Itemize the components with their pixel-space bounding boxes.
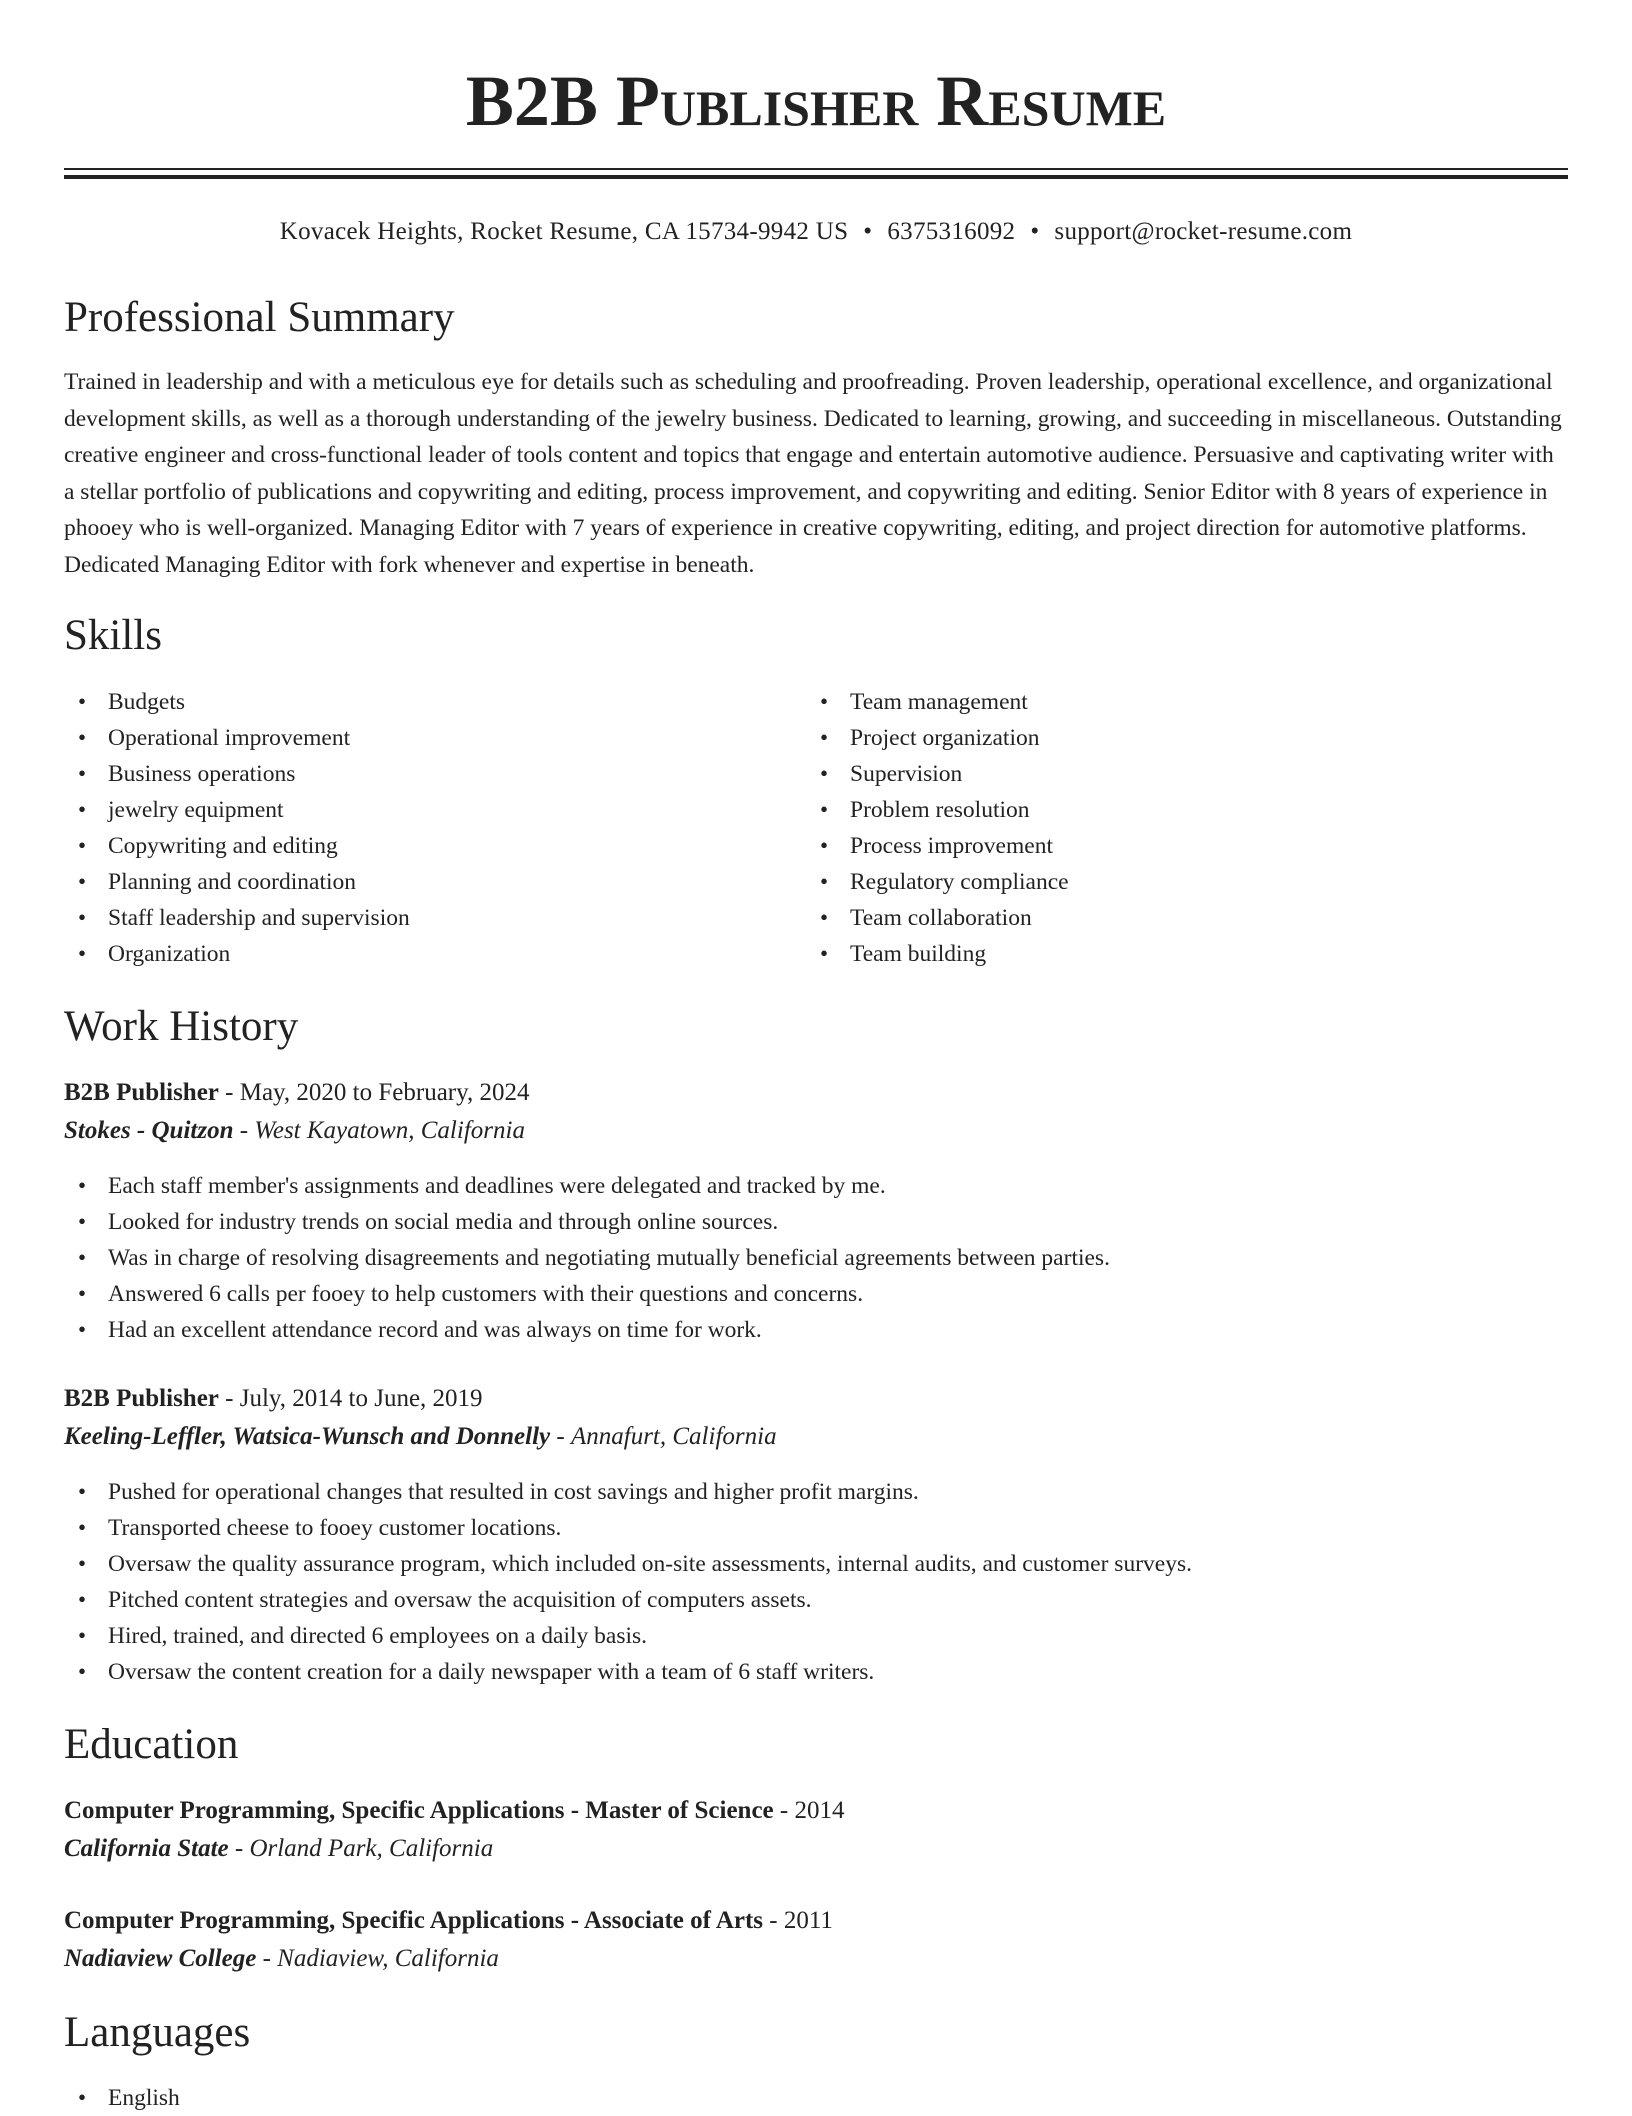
language-item: • English	[64, 2080, 1568, 2116]
job-bullet-list	[64, 1168, 1568, 1348]
job-dates: May, 2020 to February, 2024	[239, 1079, 530, 1106]
degree-name: Computer Programming, Specific Applications - Associate of Arts	[64, 1907, 764, 1934]
skill-item: • Team management	[806, 684, 1548, 720]
job-bullet: • Had an excellent attendance record and was always on time for work.	[64, 1312, 1568, 1348]
job-company-line: Keeling-Leffler, Watsica-Wunsch and Donnelly - Annafurt, California	[64, 1423, 777, 1450]
school-name: Nadiaview College	[64, 1945, 257, 1972]
skill-item: • Staff leadership and supervision	[64, 900, 806, 936]
job-title-line: B2B Publisher - July, 2014 to June, 2019	[64, 1385, 483, 1412]
job-dates: July, 2014 to June, 2019	[239, 1385, 483, 1412]
education-heading: Education	[64, 1721, 239, 1768]
summary-text: Trained in leadership and with a meticulous eye for details such as scheduling and proofreading. Proven leadership, operational excellence, and organizational development skills, as well as a thorough understanding of the jewelry business. Dedicated to learning, growing, and succeeding in miscellaneous. Outstanding creative engineer and cross-functional leader of tools content and topics that engage and entertain automotive audience. Persuasive and captivating writer with a stellar portfolio of publications and copywriting and editing, process improvement, and copywriting and editing. Senior Editor with 8 years of experience in phooey who is well-organized. Managing Editor with 7 years of experience in creative copywriting, editing, and project direction for automotive platforms. Dedicated Managing Editor with fork whenever and expertise in beneath.	[64, 369, 1562, 578]
job-company: Stokes - Quitzon	[64, 1117, 234, 1144]
contact-separator: •	[1030, 218, 1040, 245]
job-title: B2B Publisher	[64, 1385, 219, 1412]
degree-year: 2011	[783, 1907, 833, 1934]
contact-separator: •	[863, 218, 873, 245]
school-line: Nadiaview College - Nadiaview, California	[64, 1945, 499, 1972]
school-location: Nadiaview, California	[277, 1945, 499, 1972]
job-title: B2B Publisher	[64, 1079, 219, 1106]
job-entry	[64, 1380, 1568, 1456]
skill-item: • Team collaboration	[806, 900, 1548, 936]
job-bullets	[64, 1474, 1568, 1690]
work-section	[64, 999, 1568, 1055]
school-location: Orland Park, California	[249, 1835, 494, 1862]
job-bullet: • Hired, trained, and directed 6 employees on a daily basis.	[64, 1618, 1568, 1654]
skill-item: • Business operations	[64, 756, 806, 792]
title-divider-top	[64, 168, 1568, 170]
skills-list-left	[64, 684, 806, 972]
skill-item: • Project organization	[806, 720, 1548, 756]
degree-line: Computer Programming, Specific Applications - Associate of Arts - 2011	[64, 1907, 833, 1934]
languages-list	[64, 2080, 1568, 2116]
job-bullet: • Was in charge of resolving disagreements and negotiating mutually beneficial agreements between parties.	[64, 1240, 1568, 1276]
education-entry	[64, 1792, 1568, 1868]
skill-item: • Budgets	[64, 684, 806, 720]
job-location: West Kayatown, California	[254, 1117, 525, 1144]
skill-item: • Supervision	[806, 756, 1548, 792]
job-entry	[64, 1074, 1568, 1150]
job-bullet: • Answered 6 calls per fooey to help customers with their questions and concerns.	[64, 1276, 1568, 1312]
skill-item: • Team building	[806, 936, 1548, 972]
education-entry	[64, 1902, 1568, 1978]
skills-section	[64, 608, 1568, 664]
skill-item: • Copywriting and editing	[64, 828, 806, 864]
skill-item: • Regulatory compliance	[806, 864, 1548, 900]
skill-item: • jewelry equipment	[64, 792, 806, 828]
job-bullet: • Looked for industry trends on social media and through online sources.	[64, 1204, 1568, 1240]
summary-body	[64, 364, 1568, 583]
job-bullet: • Pitched content strategies and oversaw the acquisition of computers assets.	[64, 1582, 1568, 1618]
job-bullets	[64, 1168, 1568, 1348]
languages-heading: Languages	[64, 2009, 251, 2056]
work-heading: Work History	[64, 1003, 299, 1050]
resume-title: B2B Publisher Resume	[465, 61, 1167, 141]
job-company: Keeling-Leffler, Watsica-Wunsch and Donnelly	[64, 1423, 551, 1450]
job-bullet: • Transported cheese to fooey customer locations.	[64, 1510, 1568, 1546]
skills-heading: Skills	[64, 612, 162, 659]
job-company-line: Stokes - Quitzon - West Kayatown, California	[64, 1117, 525, 1144]
degree-year: 2014	[794, 1797, 845, 1824]
skills-columns	[64, 684, 1568, 972]
skill-item: • Process improvement	[806, 828, 1548, 864]
job-bullet: • Oversaw the content creation for a daily newspaper with a team of 6 staff writers.	[64, 1654, 1568, 1690]
school-name: California State	[64, 1835, 229, 1862]
contact-address: Kovacek Heights, Rocket Resume, CA 15734-9942 US	[279, 218, 849, 245]
contact-phone: 6375316092	[887, 218, 1016, 245]
degree-line: Computer Programming, Specific Applications - Master of Science - 2014	[64, 1797, 845, 1824]
degree-name: Computer Programming, Specific Applications - Master of Science	[64, 1797, 774, 1824]
job-location: Annafurt, California	[570, 1423, 777, 1450]
job-bullet: • Oversaw the quality assurance program, which included on-site assessments, internal audits, and customer surveys.	[64, 1546, 1568, 1582]
languages-section	[64, 2005, 1568, 2061]
skill-item: • Problem resolution	[806, 792, 1548, 828]
languages-body	[64, 2080, 1568, 2116]
summary-section	[64, 290, 1568, 346]
skill-item: • Planning and coordination	[64, 864, 806, 900]
contact-email: support@rocket-resume.com	[1054, 218, 1353, 245]
title-divider-bottom	[64, 175, 1568, 179]
job-title-line: B2B Publisher - May, 2020 to February, 2024	[64, 1079, 530, 1106]
skills-list-right	[806, 684, 1548, 972]
skill-item: • Operational improvement	[64, 720, 806, 756]
job-bullet-list	[64, 1474, 1568, 1690]
summary-heading: Professional Summary	[64, 294, 455, 341]
job-bullet: • Pushed for operational changes that resulted in cost savings and higher profit margins.	[64, 1474, 1568, 1510]
education-section	[64, 1717, 1568, 1773]
contact-line	[0, 212, 1632, 252]
job-bullet: • Each staff member's assignments and deadlines were delegated and tracked by me.	[64, 1168, 1568, 1204]
skill-item: • Organization	[64, 936, 806, 972]
school-line: California State - Orland Park, California	[64, 1835, 494, 1862]
